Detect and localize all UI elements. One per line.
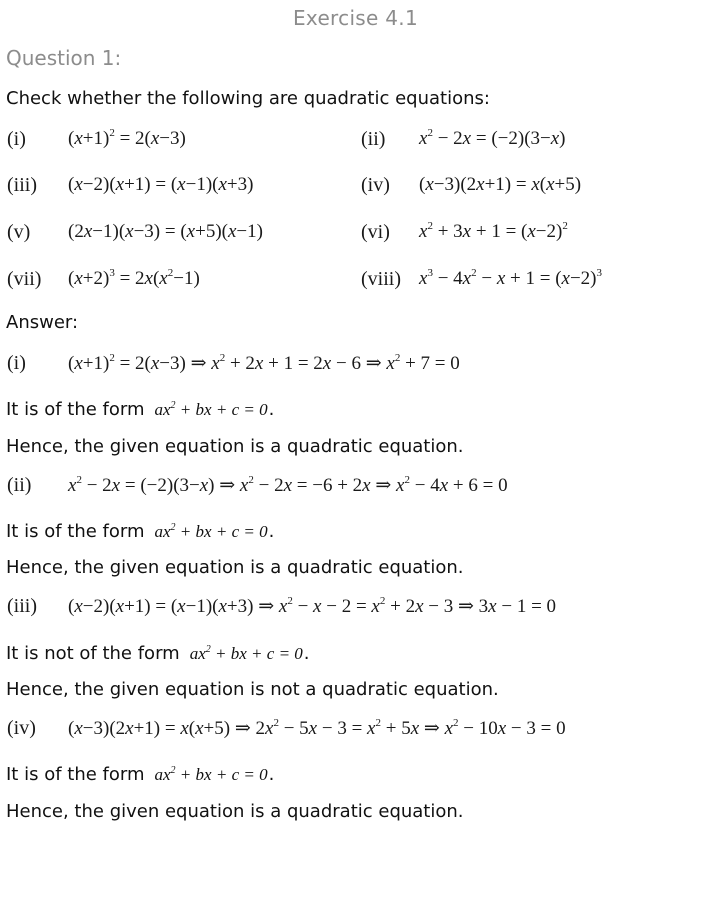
answer-conclusion: Hence, the given equation is a quadratic equation. — [6, 801, 464, 822]
answer-equation: $x^2 - 2x = (-2)(3-x)$ ⇒ $x^2 - 2x = -6 + 2x$ ⇒ $x^2 - 4x + 6 = 0$ — [68, 474, 508, 496]
form-text: It is of the form — [6, 399, 145, 420]
answer-label: (ii) — [7, 474, 32, 496]
question-label: (iv) — [361, 174, 390, 196]
question-heading: Question 1: — [6, 46, 122, 70]
question-label: (vi) — [361, 221, 390, 243]
question-equation: $(x+1)^2 = 2(x-3)$ — [68, 127, 186, 149]
question-label: (viii) — [361, 268, 401, 290]
question-label: (ii) — [361, 128, 386, 150]
question-equation: $x^2 - 2x = (-2)(3-x)$ — [419, 127, 566, 149]
answer-conclusion: Hence, the given equation is not a quadratic equation. — [6, 679, 499, 700]
question-label: (vii) — [7, 268, 42, 290]
form-text: It is not of the form — [6, 643, 180, 664]
form-text: It is of the form — [6, 521, 145, 542]
answer-conclusion: Hence, the given equation is a quadratic equation. — [6, 557, 464, 578]
answer-heading: Answer: — [6, 312, 79, 333]
answer-equation: $(x+1)^2 = 2(x-3)$ ⇒ $x^2 + 2x + 1 = 2x - 6$ ⇒ $x^2 + 7 = 0$ — [68, 352, 460, 374]
form-math: $ax^2$ + bx + c = 0 — [154, 400, 268, 419]
form-text: It is of the form — [6, 764, 145, 785]
question-label: (v) — [7, 221, 31, 243]
answer-label: (i) — [7, 352, 26, 374]
form-math: $ax^2$ + bx + c = 0 — [154, 522, 268, 541]
question-equation: (x−2)(x+1) = (x−1)(x+3) — [68, 174, 254, 195]
question-equation: (2x−1)(x−3) = (x+5)(x−1) — [68, 221, 263, 242]
answer-label: (iv) — [7, 717, 36, 739]
answer-form-line — [6, 521, 274, 542]
answer-form-line — [6, 643, 310, 664]
question-equation: $(x+2)^3 = 2x(x^2-1)$ — [68, 267, 200, 289]
question-label: (iii) — [7, 174, 37, 196]
question-equation: (x−3)(2x+1) = x(x+5) — [419, 174, 582, 195]
form-period: . — [303, 643, 310, 664]
answer-label: (iii) — [7, 595, 37, 617]
question-equation: $x^2 + 3x + 1 = (x-2)^2$ — [419, 220, 568, 242]
form-math: $ax^2$ + bx + c = 0 — [189, 644, 303, 663]
answer-equation: (x−3)(2x+1) = x(x+5) ⇒ $2x^2 - 5x - 3 = x^2 + 5x$ ⇒ $x^2 - 10x - 3 = 0$ — [68, 717, 566, 739]
form-math: $ax^2$ + bx + c = 0 — [154, 765, 268, 784]
page-title: Exercise 4.1 — [293, 6, 418, 30]
question-prompt: Check whether the following are quadratic equations: — [6, 88, 490, 109]
form-period: . — [268, 521, 275, 542]
question-equation: $x^3 - 4x^2 - x + 1 = (x-2)^3$ — [419, 267, 602, 289]
form-period: . — [268, 764, 275, 785]
answer-form-line — [6, 399, 274, 420]
answer-equation: (x−2)(x+1) = (x−1)(x+3) ⇒ $x^2 - x - 2 = x^2 + 2x - 3$ ⇒ 3x − 1 = 0 — [68, 595, 557, 617]
form-period: . — [268, 399, 275, 420]
answer-conclusion: Hence, the given equation is a quadratic equation. — [6, 436, 464, 457]
answer-form-line — [6, 764, 274, 785]
question-label: (i) — [7, 128, 26, 150]
